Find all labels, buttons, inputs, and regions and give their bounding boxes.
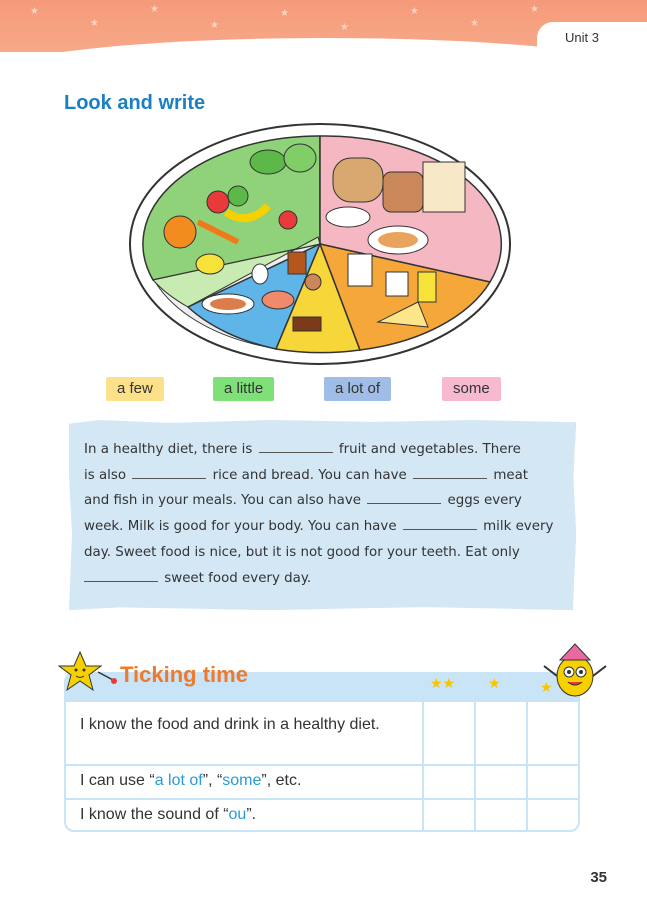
star-mascot-icon [58,650,118,694]
section-title: Look and write [64,92,206,114]
star-icon: ★ [210,20,219,31]
tick-cell[interactable] [526,702,578,762]
egg-mascot-icon [540,640,610,700]
tick-row-3-text: I know the sound of “ou”. [80,806,257,823]
star-icon: ★ [340,22,349,33]
tick-row-1-text: I know the food and drink in a healthy diet. [80,716,380,733]
paragraph-line: is also rice and bread. You can have meat [84,467,529,483]
answer-blank[interactable] [84,569,158,582]
answer-blank[interactable] [413,466,487,479]
exercise-paragraph [84,437,574,591]
answer-blank[interactable] [259,440,333,453]
star-icon: ★ [410,6,419,17]
word-chip-some: some [442,377,501,401]
answer-blank[interactable] [403,517,477,530]
paragraph-line: and fish in your meals. You can also have eggs every [84,493,522,509]
word-bank [0,377,647,403]
unit-label: Unit 3 [537,22,647,52]
tick-cell[interactable] [474,702,524,762]
star-icon: ★ [470,18,479,29]
paragraph-line: In a healthy diet, there is fruit and vegetables. There [84,442,521,457]
tick-row-2-text: I can use “a lot of”, “some”, etc. [80,772,302,789]
star-icon: ★ [150,4,159,15]
star-icon: ★★ [430,676,456,692]
answer-blank[interactable] [367,491,441,504]
answer-blank[interactable] [132,466,206,479]
tick-cell[interactable] [422,702,472,762]
star-icon: ★ [90,18,99,29]
paragraph-line: sweet food every day. [84,566,574,592]
page-number: 35 [590,869,607,886]
star-icon: ★ [30,6,39,17]
star-icon: ★ [488,676,501,692]
word-chip-a-few: a few [106,377,164,401]
word-chip-a-little: a little [213,377,274,401]
word-chip-a-lot-of: a lot of [324,377,391,401]
star-icon: ★ [280,8,289,19]
star-icon: ★ [530,4,539,15]
ticking-title: Ticking time [120,662,248,687]
healthy-eating-plate-image [128,122,512,367]
paragraph-line: day. Sweet food is nice, but it is not good for your teeth. Eat only [84,544,520,560]
paragraph-line: week. Milk is good for your body. You can have milk every [84,519,554,535]
star-icon: ★ [540,680,553,696]
